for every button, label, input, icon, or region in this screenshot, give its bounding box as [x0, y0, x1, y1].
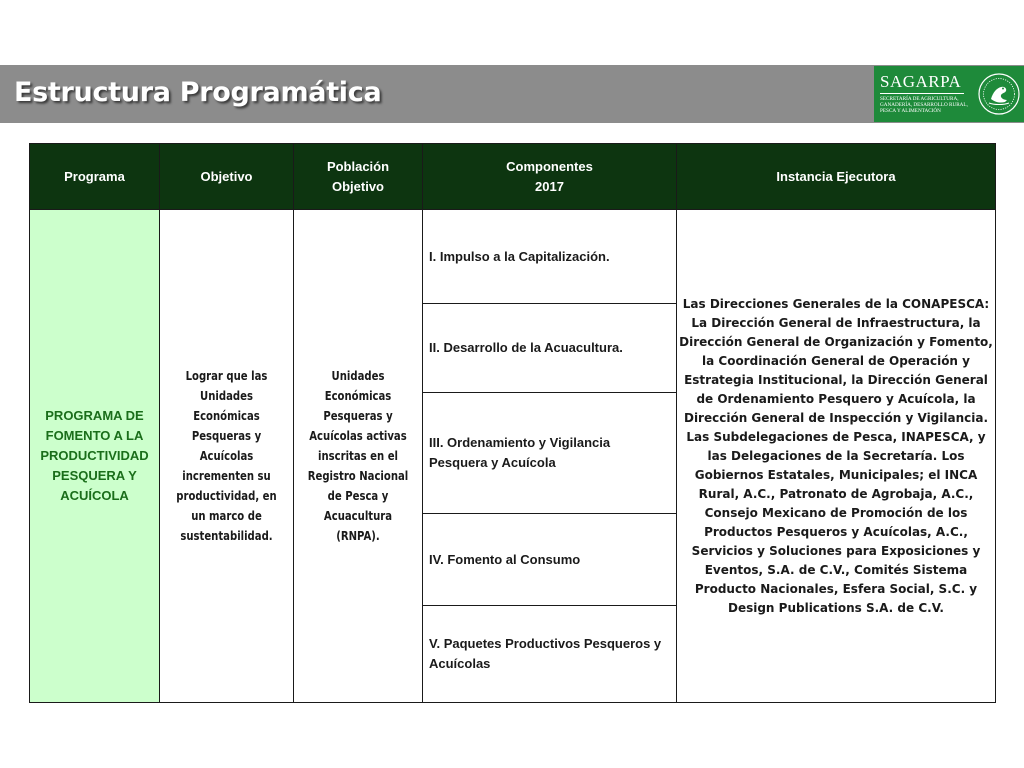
- instancia-text: Las Direcciones Generales de la CONAPESCA: La Dirección General de Infraestructura, la Dirección General de Organización y Fomento, la Coordinación General de Operación y Estrategia Institucional, la Dirección General de Ordenamiento Pesquero y Acuícola, la Dirección General de Inspección y Vigilancia. Las Subdelegaciones de Pesca, INAPESCA, y las Delegaciones de la Secretaría. Los Gobiernos Estatales, Municipales; el INCA Rural, A.C., Patronato de Agrobaja, A.C., Consejo Mexicano de Promoción de los Productos Pesqueros y Acuícolas, A.C., Servicios y Soluciones para Exposiciones y Eventos, S.A. de C.V., Comités Sistema Producto Nacionales, Esfera Social, S.C. y Design Publications S.A. de C.V.: [679, 296, 993, 615]
- page-title: Estructura Programática: [14, 77, 382, 108]
- header-poblacion-line: Objetivo: [331, 178, 384, 194]
- logo-subtitle-line: PESCA Y ALIMENTACIÓN: [880, 108, 941, 115]
- componente-cell: II. Desarrollo de la Acuacultura.: [423, 304, 677, 393]
- title-bar: [0, 65, 1024, 123]
- componente-cell: V. Paquetes Productivos Pesqueros y Acuícolas: [423, 606, 677, 703]
- national-seal-icon: [977, 72, 1021, 116]
- objetivo-text: Lograr que las Unidades Económicas Pesqueras y Acuícolas incrementen su productividad, en un marco de sustentabilidad.: [176, 369, 277, 543]
- program-structure-table: [29, 143, 996, 703]
- header-poblacion: [294, 144, 423, 210]
- logo-wordmark: SAGARPA: [880, 72, 962, 91]
- header-objetivo: Objetivo: [160, 144, 294, 210]
- programa-cell: PROGRAMA DE FOMENTO A LA PRODUCTIVIDAD PESQUERA Y ACUÍCOLA: [30, 210, 160, 703]
- header-poblacion-line: Población: [326, 158, 390, 174]
- componente-cell: I. Impulso a la Capitalización.: [423, 210, 677, 304]
- logo-subtitle: [880, 96, 976, 115]
- header-componentes-line: Componentes: [506, 158, 593, 174]
- logo-divider: [880, 93, 964, 94]
- objetivo-cell: [160, 210, 294, 703]
- componente-cell: IV. Fomento al Consumo: [423, 514, 677, 606]
- header-componentes: [423, 144, 677, 210]
- componente-cell: III. Ordenamiento y Vigilancia Pesquera y Acuícola: [423, 393, 677, 514]
- instancia-cell: [677, 210, 996, 703]
- logo-subtitle-line: SECRETARÍA DE AGRICULTURA,: [880, 96, 959, 102]
- logo-subtitle-line: GANADERÍA, DESARROLLO RURAL,: [880, 102, 968, 109]
- table-header-row: [30, 144, 996, 210]
- sagarpa-logo: [874, 66, 1024, 122]
- poblacion-text: Unidades Económicas Pesqueras y Acuícolas activas inscritas en el Registro Nacional de Pesca y Acuacultura (RNPA).: [307, 369, 409, 543]
- header-instancia: Instancia Ejecutora: [677, 144, 996, 210]
- poblacion-cell: [294, 210, 423, 703]
- header-componentes-line: 2017: [535, 178, 564, 194]
- table-row: [30, 210, 996, 304]
- header-programa: Programa: [30, 144, 160, 210]
